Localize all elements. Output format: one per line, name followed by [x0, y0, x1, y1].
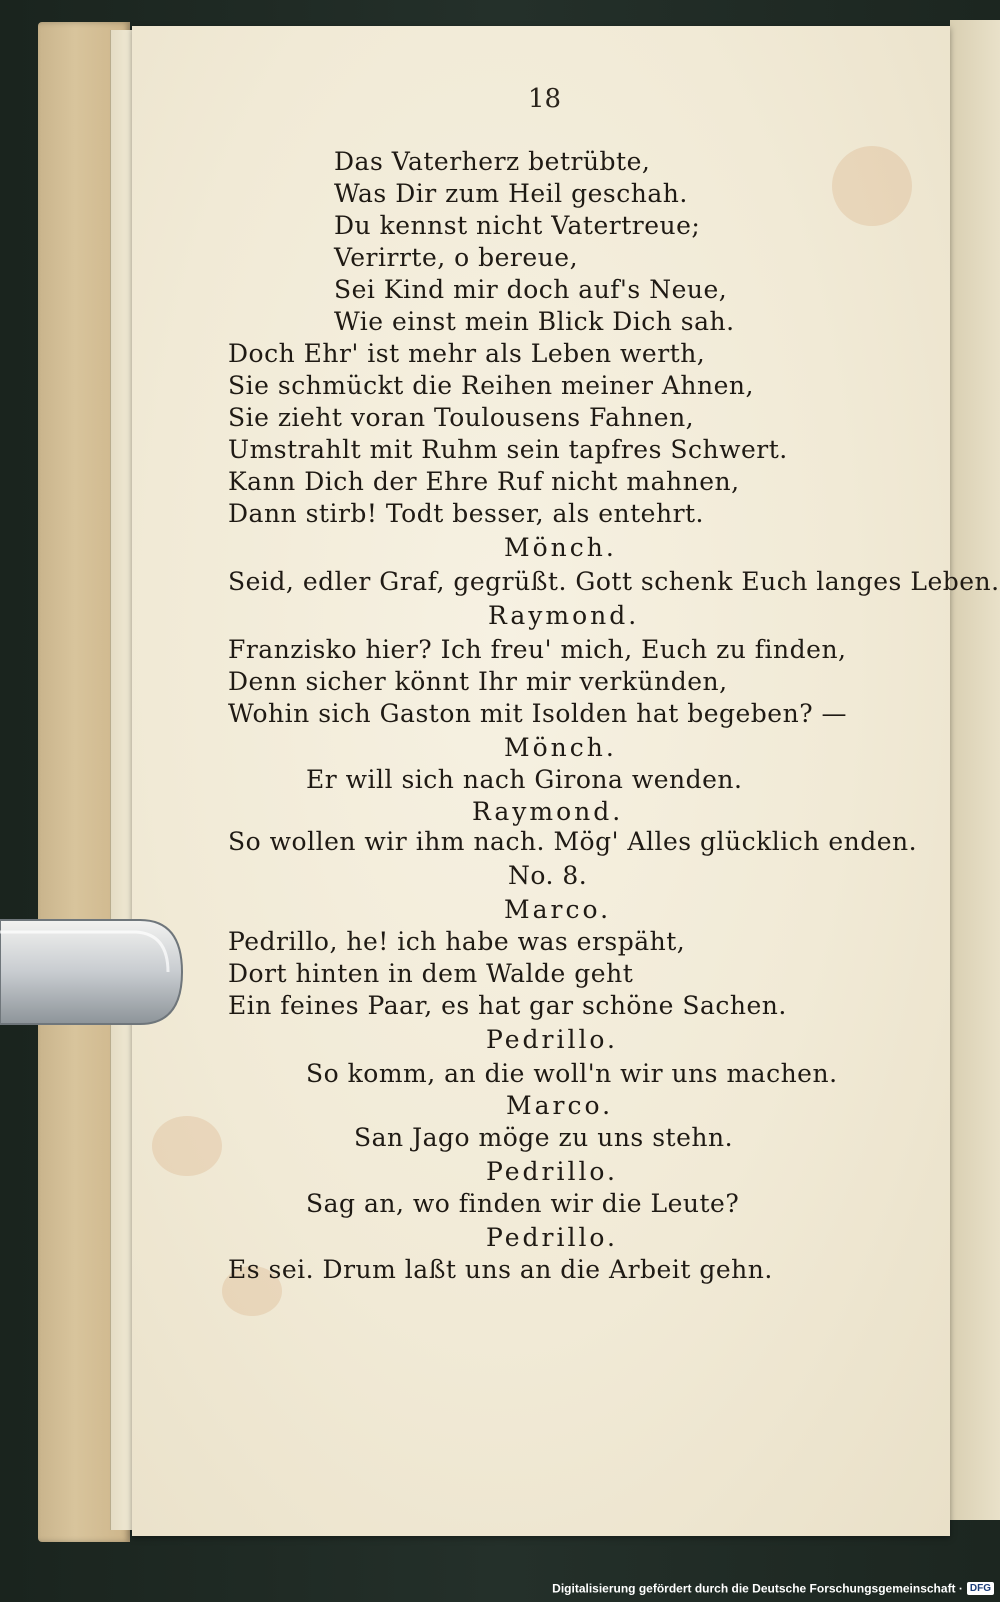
speaker-name: Pedrillo.	[486, 1157, 618, 1186]
verse-line: Kann Dich der Ehre Ruf nicht mahnen,	[228, 467, 740, 496]
verse-line: So komm, an die woll'n wir uns machen.	[306, 1059, 838, 1088]
verse-line: Dann stirb! Todt besser, als entehrt.	[228, 499, 705, 528]
verse-line: Sag an, wo finden wir die Leute?	[306, 1189, 740, 1218]
verse-line: Was Dir zum Heil geschah.	[334, 179, 688, 208]
speaker-name: Mönch.	[504, 533, 617, 562]
verse-line: Dort hinten in dem Walde geht	[228, 959, 634, 988]
number-heading: No. 8.	[508, 861, 588, 890]
speaker-name: Pedrillo.	[486, 1223, 618, 1252]
facing-page-edge	[950, 20, 1000, 1520]
foxing-stain	[832, 146, 912, 226]
speaker-name: Raymond.	[472, 797, 624, 826]
verse-line: Er will sich nach Girona wenden.	[306, 765, 743, 794]
verse-line: San Jago möge zu uns stehn.	[354, 1123, 734, 1152]
verse-line: Du kennst nicht Vatertreue;	[334, 211, 701, 240]
verse-line: Ein feines Paar, es hat gar schöne Sachen.	[228, 991, 787, 1020]
verse-line: Pedrillo, he! ich habe was erspäht,	[228, 927, 686, 956]
footer-bar	[0, 1578, 1000, 1602]
verse-line: Denn sicher könnt Ihr mir verkünden,	[228, 667, 728, 696]
verse-line: Wohin sich Gaston mit Isolden hat begeben? —	[228, 699, 848, 728]
verse-line: Verirrte, o bereue,	[334, 243, 579, 272]
verse-line: Umstrahlt mit Ruhm sein tapfres Schwert.	[228, 435, 788, 464]
foxing-stain	[152, 1116, 222, 1176]
page-clamp-icon	[0, 912, 185, 1032]
verse-line: Es sei. Drum laßt uns an die Arbeit gehn.	[228, 1255, 773, 1284]
funding-credit: Digitalisierung gefördert durch die Deutsche Forschungsgemeinschaft ·	[552, 1581, 963, 1596]
speaker-name: Pedrillo.	[486, 1025, 618, 1054]
verse-line: Doch Ehr' ist mehr als Leben werth,	[228, 339, 706, 368]
verse-line: Franzisko hier? Ich freu' mich, Euch zu finden,	[228, 635, 847, 664]
verse-line: Sei Kind mir doch auf's Neue,	[334, 275, 728, 304]
verse-line: So wollen wir ihm nach. Mög' Alles glücklich enden.	[228, 827, 918, 856]
speaker-name: Marco.	[506, 1091, 614, 1120]
verse-line: Seid, edler Graf, gegrüßt. Gott schenk Euch langes Leben.	[228, 567, 1000, 596]
verse-line: Sie zieht voran Toulousens Fahnen,	[228, 403, 695, 432]
speaker-name: Raymond.	[488, 601, 640, 630]
dfg-logo: DFG	[967, 1582, 994, 1595]
page-number: 18	[528, 84, 562, 114]
verse-line: Wie einst mein Blick Dich sah.	[334, 307, 735, 336]
speaker-name: Marco.	[504, 895, 612, 924]
verse-line: Das Vaterherz betrübte,	[334, 147, 651, 176]
speaker-name: Mönch.	[504, 733, 617, 762]
verse-line: Sie schmückt die Reihen meiner Ahnen,	[228, 371, 754, 400]
